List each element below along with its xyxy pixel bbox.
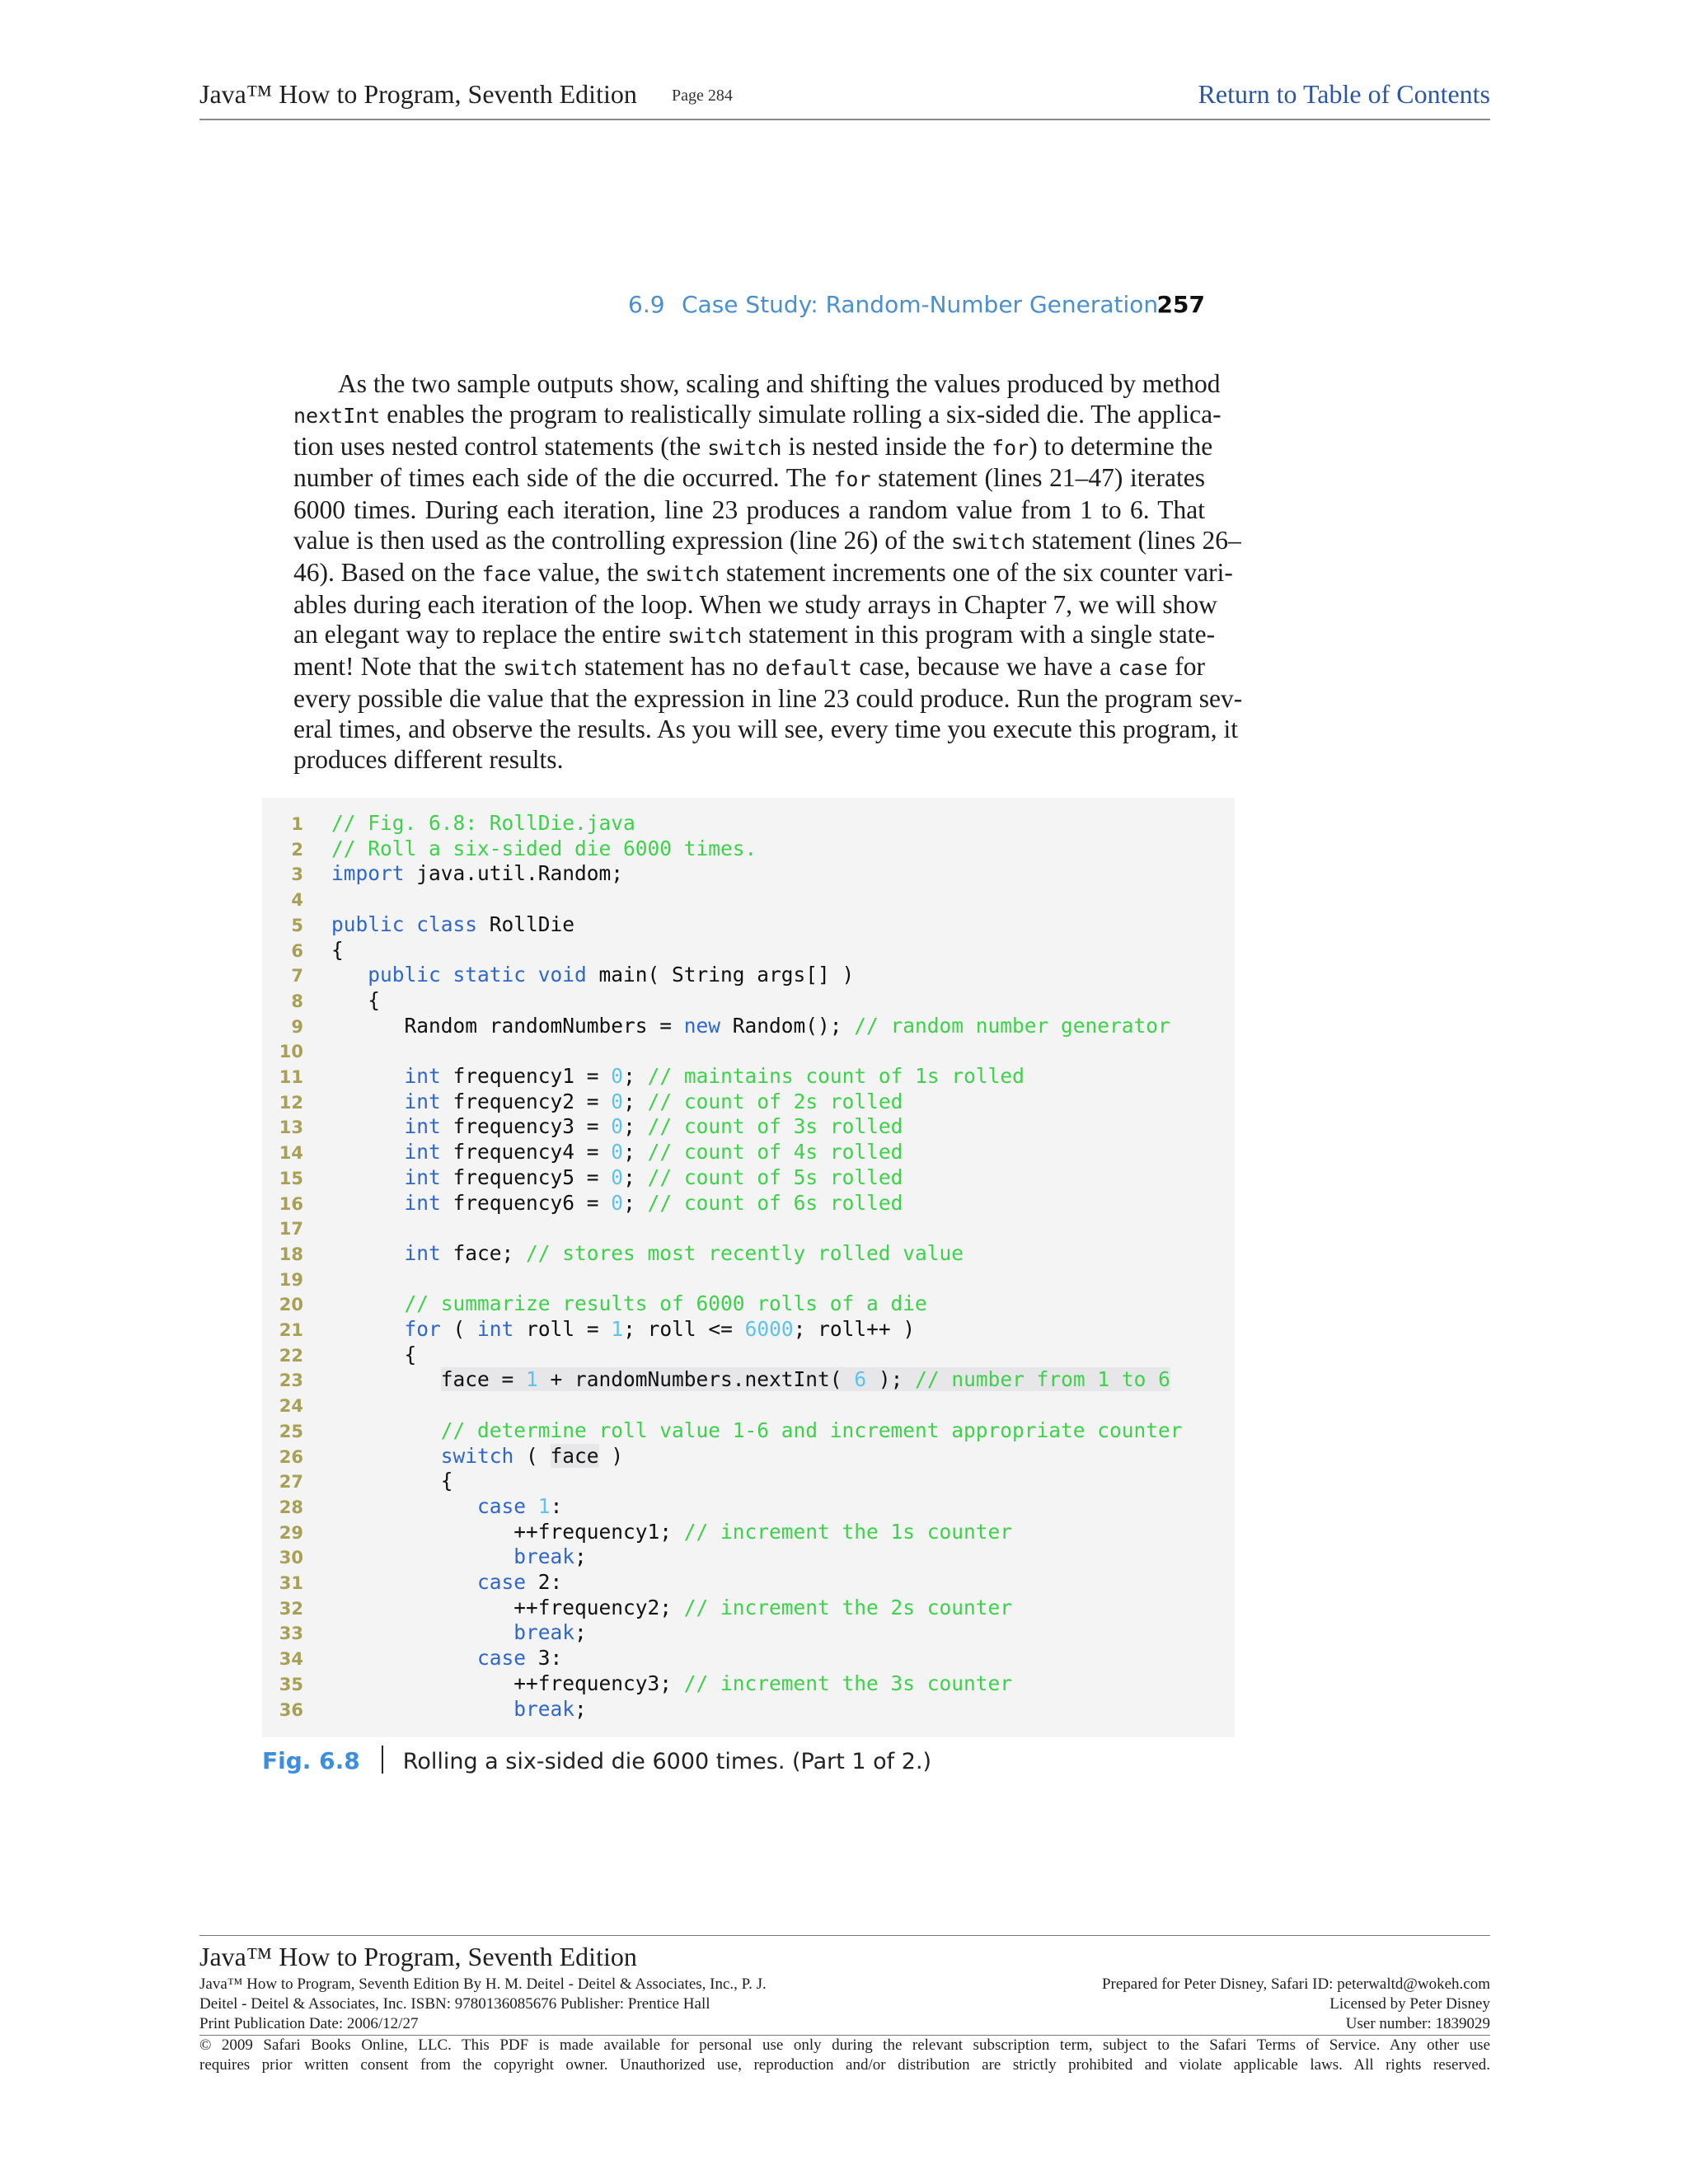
- code-text: int frequency1 = 0; // maintains count of 1s rolled: [404, 1064, 1025, 1088]
- line-number: 35: [279, 1674, 303, 1694]
- code-text: [331, 837, 757, 862]
- line-number: 10: [279, 1042, 303, 1062]
- line-number: 18: [279, 1244, 303, 1264]
- code-number: 0: [611, 1114, 624, 1139]
- code-comment: // increment the 2s counter: [683, 1595, 1013, 1619]
- code-keyword: new: [683, 1013, 721, 1038]
- code-line: [262, 1646, 563, 1671]
- page-label: Page 284: [672, 87, 733, 105]
- copyright-line: requires prior written consent from the copyright owner. Unauthorized use, reproduction and/or distribution are strictly prohibited and violate applicable laws. All rights reserved.: [199, 2056, 1490, 2074]
- footer-rule-top: [199, 1935, 1490, 1936]
- line-number: 12: [279, 1092, 303, 1113]
- code-comment: // count of 3s rolled: [647, 1114, 903, 1139]
- code-text: int frequency2 = 0; // count of 2s rolled: [404, 1089, 903, 1113]
- code-keyword: break: [513, 1620, 575, 1645]
- body-text-line: eral times, and observe the results. As you will see, every time you execute this program, it: [293, 714, 1238, 743]
- body-text-line: every possible die value that the expression in line 23 could produce. Run the program sev-: [293, 683, 1243, 713]
- code-line: [262, 1443, 624, 1469]
- code-line: [262, 1038, 303, 1064]
- code-keyword: switch: [440, 1443, 514, 1468]
- code-line: [262, 1367, 1170, 1393]
- code-text: {: [331, 1342, 417, 1366]
- line-number: 15: [279, 1168, 303, 1188]
- code-keyword: int: [404, 1064, 441, 1088]
- code-listing: [262, 798, 1235, 1737]
- code-comment: // count of 2s rolled: [647, 1089, 903, 1113]
- line-number: 30: [279, 1548, 303, 1568]
- code-line: [262, 1595, 1013, 1621]
- body-text-line: As the two sample outputs show, scaling and shifting the values produced by method: [338, 369, 1221, 398]
- code-text: break;: [513, 1544, 587, 1569]
- line-number: 21: [279, 1320, 303, 1340]
- code-keyword: case: [477, 1570, 527, 1594]
- code-comment: // count of 6s rolled: [647, 1190, 903, 1215]
- line-number: 14: [279, 1143, 303, 1164]
- code-line: [262, 1291, 927, 1317]
- line-number: 17: [279, 1219, 303, 1240]
- code-number: 1: [611, 1317, 624, 1341]
- code-text: {: [331, 937, 344, 962]
- code-line: [262, 1165, 903, 1191]
- code-text: break;: [513, 1620, 587, 1645]
- footer-left-line: Java™ How to Program, Seventh Edition By H. M. Deitel - Deitel & Associates, Inc., P. J.: [199, 1975, 767, 1993]
- code-text: case 2:: [477, 1570, 563, 1594]
- code-line: [262, 1140, 903, 1165]
- footer-book-title: Java™ How to Program, Seventh Edition: [199, 1942, 637, 1971]
- code-text: public class RollDie: [331, 912, 575, 936]
- code-keyword: for: [404, 1317, 441, 1341]
- code-text: int frequency3 = 0; // count of 3s rolled: [404, 1114, 903, 1139]
- code-text: switch ( face ): [440, 1443, 624, 1468]
- copyright-line: © 2009 Safari Books Online, LLC. This PDF is made available for personal use only during the relevant subscription term, subject to the Safari Terms of Service. Any other use: [199, 2036, 1490, 2054]
- line-number: 5: [291, 915, 303, 935]
- code-line: [262, 963, 855, 988]
- line-number: 3: [291, 865, 303, 885]
- body-text-line: ment! Note that the switch statement has no default case, because we have a case for: [293, 652, 1205, 682]
- code-number: 0: [611, 1140, 624, 1165]
- code-line: [262, 1418, 1183, 1444]
- line-number: 25: [279, 1421, 303, 1441]
- code-text: public static void main( String args[] ): [368, 963, 855, 987]
- code-line: [262, 1469, 453, 1494]
- code-comment: // determine roll value 1-6 and increment appropriate counter: [440, 1418, 1183, 1442]
- code-text: int frequency5 = 0; // count of 5s rolled: [404, 1165, 903, 1189]
- footer-left-line: Print Publication Date: 2006/12/27: [199, 2015, 419, 2032]
- code-line: [262, 1064, 1025, 1090]
- body-text-line: ables during each iteration of the loop. When we study arrays in Chapter 7, we will show: [293, 589, 1217, 619]
- code-text: {: [331, 1469, 453, 1493]
- code-text: Random randomNumbers = new Random(); // random number generator: [331, 1013, 1170, 1038]
- code-number: 6000: [744, 1317, 794, 1341]
- figure-caption: [262, 1746, 931, 1782]
- code-keyword: public class: [331, 912, 478, 936]
- highlighted-code: face = 1 + randomNumbers.nextInt( 6 ); // number from 1 to 6: [440, 1367, 1170, 1392]
- code-line: [262, 1696, 587, 1722]
- line-number: 19: [279, 1269, 303, 1290]
- code-line: [262, 1114, 903, 1140]
- line-number: 24: [279, 1396, 303, 1417]
- section-number: 6.9: [628, 291, 665, 318]
- line-number: 7: [291, 966, 303, 987]
- inline-code: case: [1118, 656, 1168, 681]
- code-line: [262, 1267, 303, 1292]
- code-line: [262, 1342, 417, 1368]
- code-comment: // stores most recently rolled value: [526, 1240, 964, 1265]
- line-number: 11: [279, 1067, 303, 1087]
- footer-right-line: Prepared for Peter Disney, Safari ID: peterwaltd@wokeh.com: [1101, 1975, 1490, 1993]
- code-line: [262, 1620, 587, 1646]
- body-text-line: nextInt enables the program to realistically simulate rolling a six-sided die. The applica-: [293, 399, 1221, 429]
- code-keyword: int: [404, 1165, 441, 1189]
- code-line: [262, 1216, 303, 1241]
- code-keyword: break: [513, 1544, 575, 1569]
- body-text-line: an elegant way to replace the entire switch statement in this program with a single state-: [293, 620, 1216, 649]
- code-text: int frequency6 = 0; // count of 6s rolled: [404, 1190, 903, 1215]
- code-line: [262, 1190, 903, 1216]
- line-number: 28: [279, 1497, 303, 1517]
- code-keyword: break: [513, 1696, 575, 1721]
- inline-code: switch: [503, 656, 578, 681]
- line-number: 8: [291, 991, 303, 1011]
- figure-label: Fig. 6.8: [262, 1747, 360, 1774]
- code-comment: // Fig. 6.8: RollDie.java: [331, 811, 635, 835]
- code-text: ++frequency2; // increment the 2s counter: [331, 1595, 1013, 1619]
- code-line: [262, 1519, 1013, 1545]
- line-number: 22: [279, 1345, 303, 1366]
- table-of-contents-link[interactable]: Return to Table of Contents: [1198, 79, 1490, 109]
- inline-code: switch: [645, 561, 720, 586]
- code-comment: // Roll a six-sided die 6000 times.: [331, 836, 757, 860]
- inline-code: face: [481, 561, 532, 586]
- code-text: [331, 811, 635, 837]
- code-line: [262, 1393, 303, 1418]
- line-number: 1: [291, 814, 303, 834]
- code-text: import java.util.Random;: [331, 861, 624, 886]
- inline-code: default: [765, 656, 852, 681]
- running-head: [628, 288, 1205, 325]
- line-number: 23: [279, 1371, 303, 1391]
- code-keyword: int: [404, 1140, 441, 1165]
- line-number: 9: [291, 1016, 303, 1037]
- footer-right-line: Licensed by Peter Disney: [1329, 1995, 1490, 2013]
- code-comment: // count of 4s rolled: [647, 1140, 903, 1165]
- code-text: [331, 1291, 927, 1317]
- code-text: case 1:: [477, 1493, 563, 1518]
- body-text-line: tion uses nested control statements (the switch is nested inside the for) to determine the: [293, 431, 1213, 461]
- code-line: [262, 811, 635, 837]
- code-comment: // number from 1 to 6: [915, 1367, 1170, 1392]
- line-number: 31: [279, 1573, 303, 1593]
- code-line: [262, 1013, 1170, 1039]
- code-number: 0: [611, 1064, 624, 1088]
- code-line: [262, 1240, 964, 1267]
- code-text: case 3:: [477, 1646, 563, 1671]
- code-number: 0: [611, 1165, 624, 1189]
- line-number: 6: [291, 940, 303, 961]
- line-number: 26: [279, 1446, 303, 1467]
- code-keyword: int: [477, 1317, 514, 1341]
- code-keyword: import: [331, 861, 405, 886]
- code-text: ++frequency1; // increment the 1s counter: [331, 1519, 1013, 1544]
- code-keyword: int: [404, 1089, 441, 1113]
- line-number: 13: [279, 1118, 303, 1138]
- code-line: [262, 912, 575, 938]
- code-line: [262, 1671, 1013, 1697]
- line-number: 27: [279, 1472, 303, 1493]
- line-number: 29: [279, 1522, 303, 1543]
- code-keyword: int: [404, 1114, 441, 1139]
- line-number: 4: [291, 890, 303, 911]
- inline-code: for: [992, 435, 1029, 460]
- code-comment: // increment the 3s counter: [683, 1671, 1013, 1695]
- code-comment: // random number generator: [854, 1013, 1170, 1038]
- code-line: [262, 1317, 916, 1343]
- code-line: [262, 1544, 587, 1570]
- highlighted-code: face: [550, 1443, 599, 1468]
- code-text: {: [331, 987, 381, 1012]
- code-comment: // count of 5s rolled: [647, 1165, 903, 1189]
- line-number: 36: [279, 1699, 303, 1720]
- footer-left-line: Deitel - Deitel & Associates, Inc. ISBN: 9780136085676 Publisher: Prentice Hall: [199, 1995, 710, 2013]
- inline-code: switch: [950, 529, 1026, 554]
- line-number: 34: [279, 1649, 303, 1670]
- book-title: Java™ How to Program, Seventh Edition: [199, 79, 637, 109]
- code-text: int face; // stores most recently rolled value: [404, 1240, 964, 1265]
- code-keyword: public static void: [368, 963, 587, 987]
- inline-code: nextInt: [293, 403, 381, 428]
- section-title: Case Study: Random-Number Generation: [682, 291, 1159, 318]
- top-header: [199, 77, 1490, 120]
- code-text: break;: [513, 1696, 587, 1721]
- code-number: 1: [537, 1493, 551, 1518]
- code-keyword: int: [404, 1240, 441, 1265]
- code-line: [262, 1493, 563, 1520]
- code-comment: // maintains count of 1s rolled: [647, 1064, 1025, 1088]
- code-number: 0: [611, 1190, 624, 1215]
- code-text: [331, 1418, 1183, 1444]
- code-line: [262, 1089, 903, 1115]
- body-text-line: value is then used as the controlling expression (line 26) of the switch statement (lines 26–: [293, 525, 1241, 555]
- code-text: for ( int roll = 1; roll <= 6000; roll++ ): [404, 1317, 916, 1341]
- body-text-line: 46). Based on the face value, the switch statement increments one of the six counter vari-: [293, 557, 1233, 587]
- code-comment: // summarize results of 6000 rolls of a die: [404, 1291, 927, 1316]
- caption-separator: [382, 1746, 383, 1774]
- code-keyword: case: [477, 1493, 527, 1518]
- code-keyword: case: [477, 1646, 527, 1671]
- code-text: int frequency4 = 0; // count of 4s rolled: [404, 1140, 903, 1165]
- body-text-line: produces different results.: [293, 744, 564, 774]
- line-number: 32: [279, 1598, 303, 1619]
- code-text: [331, 1367, 1170, 1393]
- line-number: 33: [279, 1624, 303, 1644]
- code-number: 1: [526, 1367, 538, 1392]
- copyright-notice: [199, 2036, 1490, 2075]
- code-number: 0: [611, 1089, 624, 1113]
- body-text-line: number of times each side of the die occurred. The for statement (lines 21–47) iterates: [293, 463, 1205, 493]
- code-comment: // increment the 1s counter: [683, 1519, 1013, 1544]
- body-text-line: 6000 times. During each iteration, line 23 produces a random value from 1 to 6. That: [293, 495, 1205, 525]
- code-number: 6: [854, 1367, 867, 1392]
- code-line: [262, 887, 303, 912]
- inline-code: switch: [667, 624, 743, 649]
- inline-code: switch: [707, 435, 782, 460]
- code-text: ++frequency3; // increment the 3s counter: [331, 1671, 1013, 1695]
- line-number: 20: [279, 1295, 303, 1315]
- footer-right-line: User number: 1839029: [1345, 2015, 1490, 2032]
- code-line: [262, 861, 624, 887]
- line-number: 16: [279, 1193, 303, 1214]
- code-line: [262, 937, 344, 963]
- figure-caption-text: Rolling a six-sided die 6000 times. (Part 1 of 2.): [402, 1749, 932, 1774]
- page-number: 257: [1156, 291, 1205, 318]
- line-number: 2: [291, 839, 303, 860]
- body-paragraph: [293, 369, 1243, 775]
- inline-code: for: [833, 467, 871, 492]
- code-line: [262, 987, 381, 1014]
- code-keyword: int: [404, 1190, 441, 1215]
- code-line: [262, 836, 757, 862]
- code-line: [262, 1570, 563, 1596]
